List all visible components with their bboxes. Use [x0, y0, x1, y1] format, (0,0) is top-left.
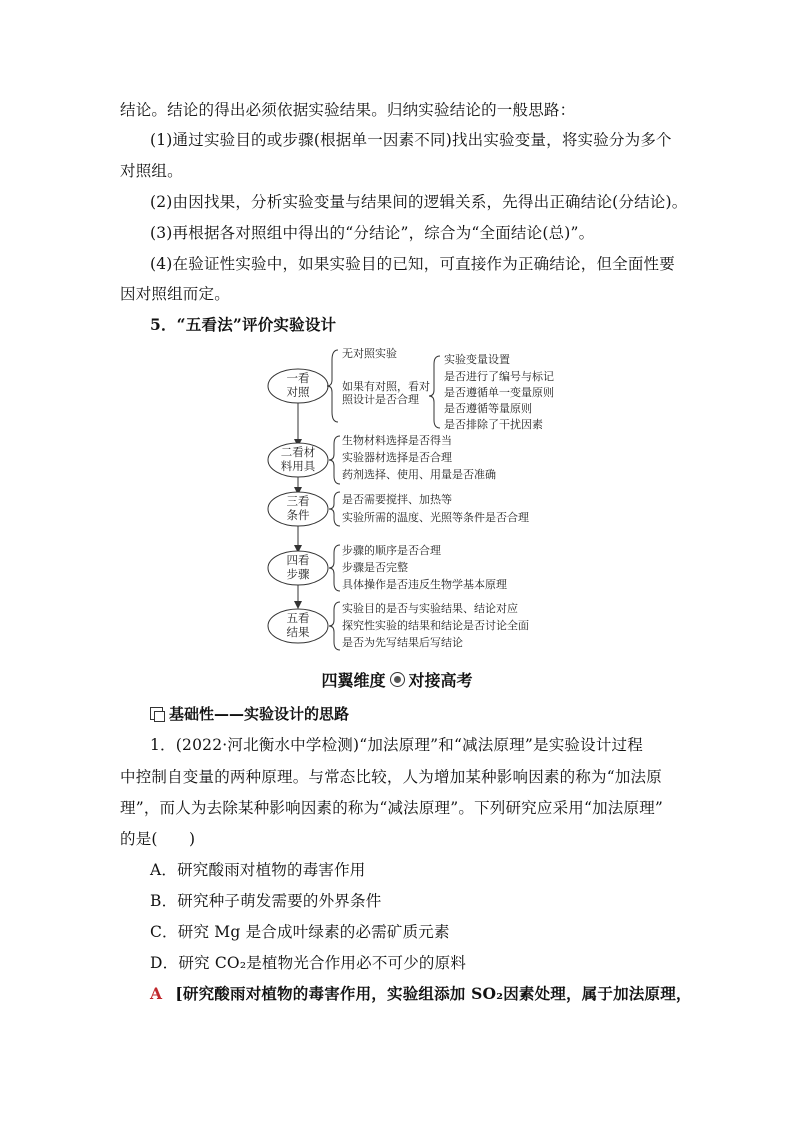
- node2-item-2: 药剂选择、使用、用量是否准确: [342, 468, 496, 481]
- node3-item-0: 是否需要搅拌、加热等: [342, 493, 452, 506]
- node1-sub-item-0: 实验变量设置: [444, 353, 510, 366]
- square-icon: [150, 707, 163, 720]
- node3-line2: 条件: [286, 508, 310, 522]
- five-look-diagram: [0, 340, 794, 660]
- node5-item-2: 是否为先写结果后写结论: [342, 636, 463, 649]
- section-title: [0, 668, 794, 691]
- answer-line: [150, 984, 692, 1004]
- node4-line2: 步骤: [286, 567, 310, 581]
- paragraph-step1: (1)通过实验目的或步骤(根据单一因素不同)找出实验变量，将实验分为多个: [150, 131, 672, 149]
- option-b: B．研究种子萌发需要的外界条件: [150, 892, 382, 910]
- sub-heading: [150, 703, 349, 724]
- node3-line1: 三看: [286, 494, 310, 508]
- node3-item-1: 实验所需的温度、光照等条件是否合理: [342, 511, 529, 524]
- option-a: A．研究酸雨对植物的毒害作用: [150, 861, 366, 879]
- paragraph-step4: (4)在验证性实验中，如果实验目的已知，可直接作为正确结论，但全面性要: [150, 255, 675, 273]
- answer-letter: A: [150, 984, 163, 1003]
- option-c: C．研究 Mg 是合成叶绿素的必需矿质元素: [150, 923, 450, 941]
- node1-brace: [327, 350, 338, 422]
- node1-sub-item-1: 是否进行了编号与标记: [444, 370, 554, 383]
- node5-line1: 五看: [286, 611, 310, 625]
- node1-line1: 一看: [286, 371, 310, 385]
- sub-heading-text: 基础性——实验设计的思路: [169, 705, 350, 723]
- option-d: D．研究 CO₂是植物光合作用必不可少的原料: [150, 954, 467, 972]
- node5-brace: [329, 602, 340, 650]
- answer-explanation: [研究酸雨对植物的毒害作用，实验组添加 SO₂因素处理，属于加法原理，: [175, 984, 692, 1003]
- paragraph-conclusion: 结论。结论的得出必须依据实验结果。归纳实验结论的一般思路：: [120, 101, 576, 119]
- node5-item-0: 实验目的是否与实验结果、结论对应: [342, 602, 518, 615]
- node5-line2: 结果: [286, 625, 310, 639]
- node4-brace: [329, 545, 340, 591]
- paragraph-step2: (2)由因找果，分析实验变量与结果间的逻辑关系，先得出正确结论(分结论)。: [150, 193, 688, 211]
- node2-line2: 料用具: [280, 459, 316, 473]
- question-line-1: 1．(2022·河北衡水中学检测)“加法原理”和“减法原理”是实验设计过程: [150, 736, 643, 754]
- section-title-left: 四翼维度: [321, 671, 386, 690]
- heading-five-look-method: 5．“五看法”评价实验设计: [150, 315, 337, 334]
- paragraph-step3: (3)再根据各对照组中得出的“分结论”，综合为“全面结论(总)”。: [150, 224, 595, 242]
- node1-sub-item-4: 是否排除了干扰因素: [444, 418, 543, 431]
- section-title-right: 对接高考: [408, 671, 473, 690]
- node2-item-1: 实验器材选择是否合理: [342, 451, 452, 464]
- question-line-4: 的是( ): [120, 830, 196, 848]
- question-line-3: 理”，而人为去除某种影响因素的称为“减法原理”。下列研究应采用“加法原理”: [120, 799, 664, 817]
- node5-item-1: 探究性实验的结果和结论是否讨论全面: [342, 619, 529, 632]
- node4-line1: 四看: [286, 553, 310, 567]
- node4-item-0: 步骤的顺序是否合理: [342, 544, 441, 557]
- paragraph-step1-cont: 对照组。: [120, 162, 183, 180]
- node4-item-2: 具体操作是否违反生物学基本原理: [342, 578, 507, 591]
- node2-item-0: 生物材料选择是否得当: [342, 434, 452, 447]
- node1-sub-item-3: 是否遵循等量原则: [444, 402, 532, 415]
- node4-item-1: 步骤是否完整: [342, 561, 408, 574]
- node3-brace: [329, 492, 340, 526]
- node1-item-2: 照设计是否合理: [342, 393, 419, 406]
- node1-item-1: 如果有对照，看对: [342, 380, 430, 393]
- question-line-2: 中控制自变量的两种原理。与常态比较，人为增加某种影响因素的称为“加法原: [120, 768, 662, 786]
- paragraph-step4-cont: 因对照组而定。: [120, 285, 230, 303]
- node1-line2: 对照: [286, 385, 310, 399]
- node1-sub-item-2: 是否遵循单一变量原则: [444, 386, 554, 399]
- target-icon: [390, 672, 405, 687]
- node2-line1: 二看材: [280, 445, 316, 459]
- node1-sub-brace: [429, 356, 440, 428]
- node2-brace: [329, 436, 340, 484]
- node1-item-0: 无对照实验: [342, 347, 397, 360]
